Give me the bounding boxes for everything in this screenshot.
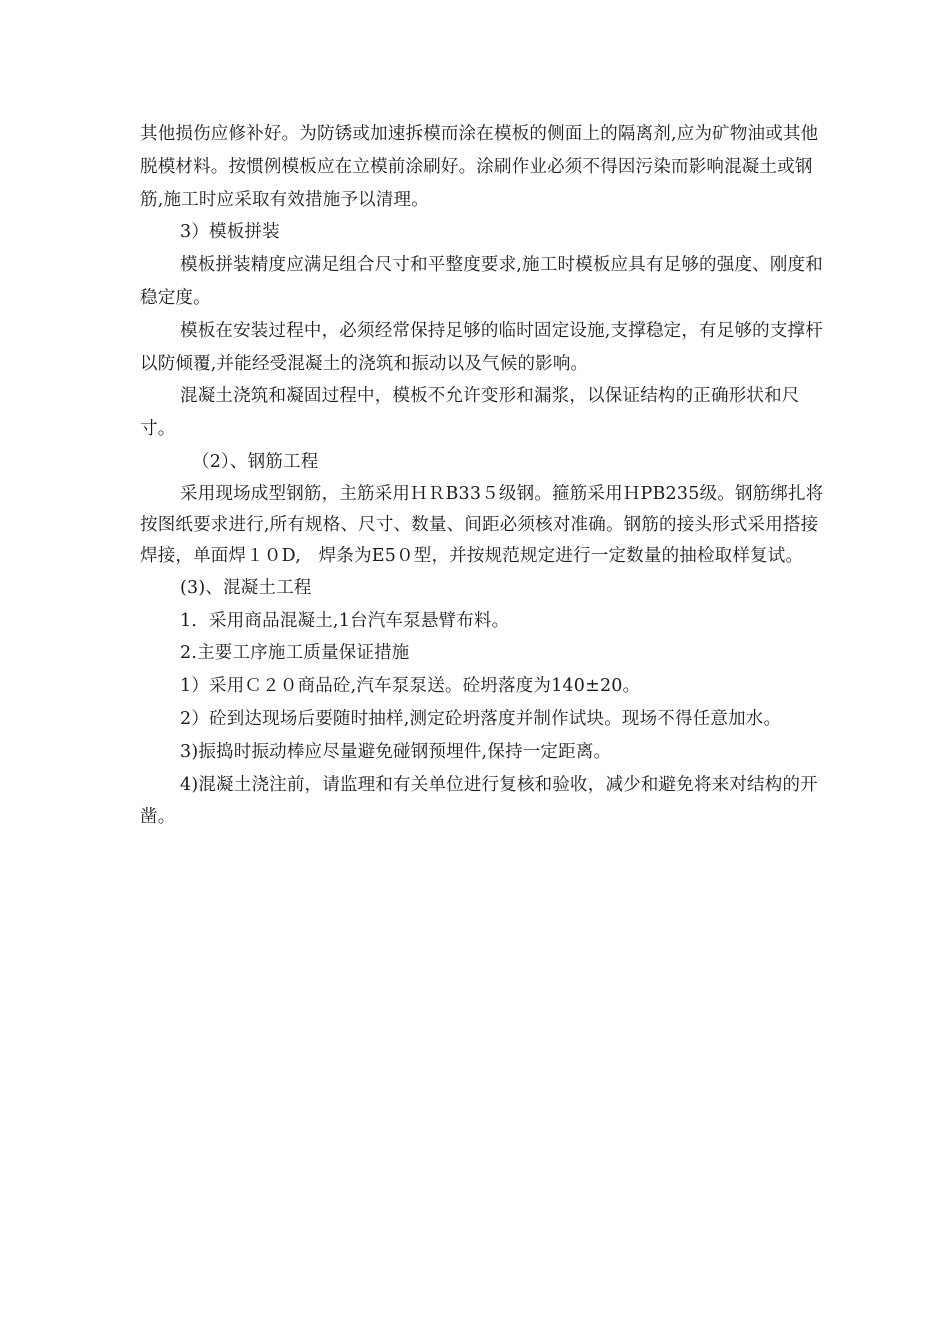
heading-rebar-work: （2）、钢筋工程	[192, 451, 319, 472]
item-vibration: 3)振捣时振动棒应尽量避免碰钢预埋件,保持一定距离。	[180, 741, 612, 762]
paragraph-assembly-precision: 模板拼装精度应满足组合尺寸和平整度要求,施工时模板应具有足够的强度、刚度和稳定度。	[140, 255, 823, 308]
item-sampling-slump: 2）砼到达现场后要随时抽样,测定砼坍落度并制作试块。现场不得任意加水。	[180, 708, 782, 729]
paragraph-continued-text: 其他损伤应修补好。为防锈或加速拆模而涂在模板的侧面上的隔离剂,应为矿物油或其他脱模材料。按惯例模板应在立模前涂刷好。涂刷作业必须不得因污染而影响混凝土或钢筋,施工时应采取有效措施予以清理。	[140, 124, 819, 210]
heading-concrete-work: (3)、混凝土工程	[180, 577, 312, 598]
paragraph-rebar-details: 采用现场成型钢筋，主筋采用ＨＲB33５级钢。箍筋采用ＨPB235级。钢筋绑扎将按图纸要求进行,所有规格、尺寸、数量、间距必须核对准确。钢筋的接头形式采用搭接焊接，单面焊１０D, 焊条为E5０型，并按规范规定进行一定数量的抽检取样复试。	[140, 483, 824, 566]
item-commercial-concrete: 1．采用商品混凝土,1台汽车泵悬臂布料。	[180, 610, 510, 631]
item-inspection-before-pouring: 4)混凝土浇注前，请监理和有关单位进行复核和验收，减少和避免将来对结构的开凿。	[140, 774, 818, 828]
document-body	[140, 118, 830, 834]
paragraph-pouring-deformation: 混凝土浇筑和凝固过程中，模板不允许变形和漏浆，以保证结构的正确形状和尺寸。	[140, 386, 800, 440]
subheading-formwork-assembly: 3）模板拼装	[180, 222, 280, 243]
paragraph-installation-support: 模板在安装过程中，必须经常保持足够的临时固定设施,支撑稳定，有足够的支撑杆以防倾覆,并能经受混凝土的浇筑和振动以及气候的影响。	[140, 320, 823, 374]
item-c20-concrete: 1）采用Ｃ２０商品砼,汽车泵泵送。砼坍落度为140±20。	[180, 676, 641, 697]
item-quality-measures: 2.主要工序施工质量保证措施	[180, 643, 410, 664]
